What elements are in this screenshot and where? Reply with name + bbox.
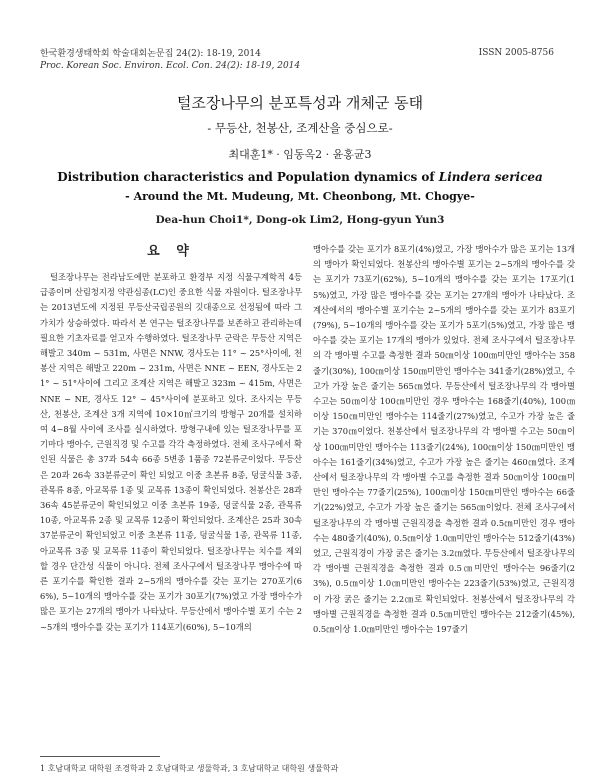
subtitle-korean: - 무등산, 천봉산, 조계산을 중심으로- xyxy=(207,121,393,135)
affiliation-footnote: 1 호남대학교 대학원 조경학과 2 호남대학교 생물학과, 3 호남대학교 대학원 생물학과 xyxy=(40,764,339,773)
abstract-right-text: 맹아수를 갖는 포기가 8포기(4%)였고, 가장 맹아수가 많은 포기는 13개의 맹아가 확인되었다. 천봉산의 맹아수별 포기는 2~5개의 맹아수를 갖는 포기가 73포기(62%), 5~10개의 맹아수를 갖는 포기는 17포기(15%)였고, 가장 많은 맹아수를 갖는 포기는 27개의 맹아가 나타났다. 조계산에서의 맹아수별 포기수는 2~5개의 맹아수를 갖는 포기가 83포기(79%), 5~10개의 맹아수를 갖는 포기가 5포기(5%)였고, 가장 많은 맹아수를 갖는 포기는 17개의 맹아가 있었다. 전체 조사구에서 털조장나무의 각 맹아별 수고를 측정한 결과 50㎝이상 100㎝미만인 맹아수는 358줄기(30%), 100㎝이상 150㎝미만인 맹아수는 341줄기(28%)였고, 수고가 가장 높은 줄기는 565㎝였다. 무등산에서 털조장나무의 각 맹아별 수고는 50㎝이상 100㎝미만인 경우 맹아수는 168줄기(40%), 100㎝이상 150㎝미만인 맹아수는 114줄기(27%)였고, 수고가 가장 높은 줄기는 370㎝이었다. 천봉산에서 털조장나무의 각 맹아별 수고는 50㎝이상 100㎝미만인 맹아수는 113줄기(24%), 100㎝이상 150㎝미만인 맹아수는 161줄기(34%)였고, 수고가 가장 높은 줄기는 460㎝였다. 조계산에서 털조장나무의 각 맹아별 수고를 측정한 결과 50㎝이상 100㎝미만인 맹아수는 77줄기(25%), 100㎝이상 150㎝미만인 맹아수는 66줄기(22%)였고, 수고가 가장 높은 줄기는 565㎝이었다. 전체 조사구에서 털조장나무의 각 맹아별 근원직경을 측정한 결과 0.5㎝미만인 경우 맹아수는 480줄기(40%), 0.5㎝이상 1.0㎝미만인 맹아수는 512줄기(43%)였고, 근원직경이 가장 굵은 줄기는 3.2㎝였다. 무등산에서 털조장나무의 각 맹아별 근원직경을 측정한 결과 0.5㎝미만인 맹아수는 96줄기(23%), 0.5㎝이상 1.0㎝미만인 맹아수는 223줄기(53%)였고, 근원직경이 가장 굵은 줄기는 2.2㎝로 확인되었다. 천봉산에서 털조장나무의 각 맹아별 근원직경을 측정한 결과 0.5㎝미만인 맹아수는 212줄기(45%), 0.5㎝이상 1.0㎝미만인 맹아수는 197줄기 xyxy=(313,244,575,635)
authors-english: Dea-hun Choi1*, Dong-ok Lim2, Hong-gyun Yun3 xyxy=(155,214,445,226)
footnote-rule xyxy=(40,756,160,757)
title-korean: 털조장나무의 분포특성과 개체군 동태 xyxy=(176,94,424,112)
title-english xyxy=(0,170,600,184)
journal-citation xyxy=(40,48,300,72)
abstract-heading: 요 약 xyxy=(147,244,195,259)
authors-korean: 최대훈1* · 임동옥2 · 윤홍균3 xyxy=(228,148,372,161)
subtitle-english: - Around the Mt. Mudeung, Mt. Cheonbong, Mt. Chogye- xyxy=(125,190,475,203)
abstract-right-column xyxy=(313,242,575,770)
issn: ISSN 2005-8756 xyxy=(478,48,554,58)
journal-citation-en: Proc. Korean Soc. Environ. Ecol. Con. 24(2): 18-19, 2014 xyxy=(40,61,301,71)
journal-citation-kr: 한국환경생태학회 학술대회논문집 24(2): 18-19, 2014 xyxy=(40,49,261,59)
title-english-main: Distribution characteristics and Population dynamics of xyxy=(57,170,439,184)
abstract-left-column xyxy=(40,270,302,750)
title-english-species: Lindera sericea xyxy=(438,170,543,184)
abstract-left-text: 털조장나무는 전라남도에만 분포하고 환경부 지정 식물구계학적 4등급종이며 산림청지정 약관심종(LC)인 중요한 식물 자원이다. 털조장나무는 2013년도에 지정된 무등산국립공원의 깃대종으로 선정됨에 따라 그 가치가 상승하였다. 따라서 본 연구는 털조장나무를 보존하고 관리하는데 필요한 기초자료를 얻고자 수행하였다. 털조장나무 군락은 무등산 지역은 해발고 340m ~ 531m, 사면은 NNW, 경사도는 11° ~ 25°사이에, 천봉산 지역은 해발고 220m ~ 231m, 사면은 NNE ~ EEN, 경사도는 21° ~ 51°사이에 그리고 조계산 지역은 해발고 323m ~ 415m, 사면은 NNE ~ NE, 경사도 12° ~ 45°사이에 분포하고 있다. 조사지는 무등산, 천봉산, 조계산 3개 지역에 10×10㎡크기의 방형구 20개를 설치하여 4~8월 사이에 조사를 실시하였다. 방형구내에 있는 털조장나무를 포기마다 맹아수, 근원직경 및 수고를 각각 측정하였다. 전체 조사구에서 확인된 식물은 총 37과 54속 66종 5변종 1품종 72분류군이었다. 무등산은 20과 26속 33분류군이 확인 되었고 이중 초본류 8종, 덩굴식물 3종, 관목류 8종, 아교목류 1종 및 교목류 13종이 확인되었다. 천봉산은 28과 36속 45분류군이 확인되었고 이중 초본류 19종, 덩굴식물 2종, 관목류 10종, 아교목류 2종 및 교목류 12종이 확인되었다. 조계산은 25과 30속 37분류군이 확인되었고 이중 초본류 11종, 덩굴식물 1종, 관목류 11종, 아교목류 3종 및 교목류 11종이 확인되었다. 털조장나무는 치수를 제외 할 경우 단간성 식물이 아니다. 전체 조사구에서 털조장나무 맹아수에 따른 포기수를 확인한 결과 2~5개의 맹아수를 갖는 포기는 270포기(66%), 5~10개의 맹아수를 갖는 포기가 30포기(7%)였고 가장 맹아수가 많은 포기는 27개의 맹아가 나타났다. 무등산에서 맹아수별 포기 수는 2~5개의 맹아수를 갖는 포기가 114포기(60%), 5~10개의 xyxy=(40,272,302,632)
